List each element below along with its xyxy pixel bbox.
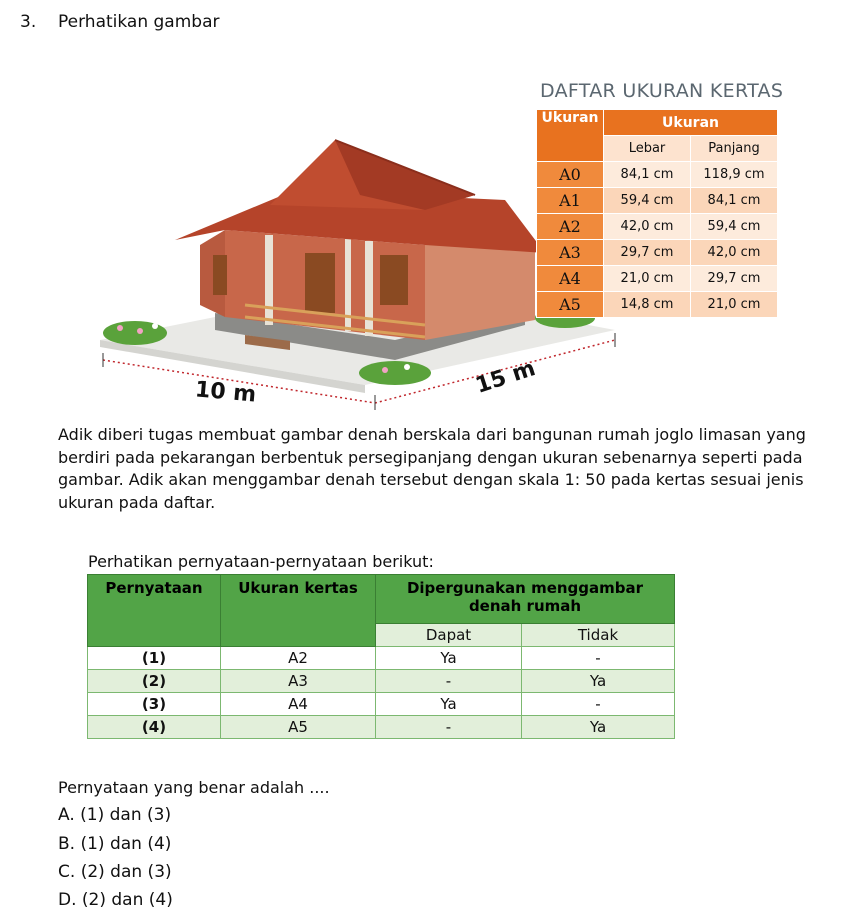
statement-id: (2) (88, 670, 221, 693)
paper-width: 21,0 cm (604, 266, 691, 292)
paper-length: 84,1 cm (691, 188, 778, 214)
statement-cannot: - (522, 647, 675, 670)
option-letter: A. (58, 805, 75, 825)
option-letter: B. (58, 834, 76, 854)
option-letter: C. (58, 862, 76, 882)
paper-width: 59,4 cm (604, 188, 691, 214)
dimension-label-long: 15 m (472, 356, 539, 399)
question-number: 3. (20, 12, 37, 32)
paper-width: 14,8 cm (604, 292, 691, 318)
answer-prompt: Pernyataan yang benar adalah .... (58, 778, 330, 797)
statement-can: Ya (376, 693, 522, 716)
col-width: Lebar (604, 136, 691, 162)
table-row (88, 716, 675, 739)
paper-width: 42,0 cm (604, 214, 691, 240)
header-cannot: Tidak (522, 624, 675, 647)
statement-paper: A4 (221, 693, 376, 716)
statement-can: - (376, 670, 522, 693)
statement-table (87, 574, 675, 739)
header-size: Ukuran (604, 110, 778, 136)
header-paper: Ukuran kertas (221, 575, 376, 647)
problem-paragraph: Adik diberi tugas membuat gambar denah berskala dari bangunan rumah joglo limasan yang berdiri pada pekarangan berbentuk persegipanjang dengan ukuran sebenarnya seperti pada gambar. Adik akan menggambar denah tersebut dengan skala 1: 50 pada kertas sesuai jenis ukuran pada daftar. (58, 425, 806, 512)
statement-paper: A2 (221, 647, 376, 670)
table-row (88, 693, 675, 716)
header-statement: Pernyataan (88, 575, 221, 647)
option-d[interactable] (58, 890, 173, 910)
paper-code: A0 (537, 162, 604, 188)
option-b[interactable] (58, 834, 171, 854)
paper-code: A3 (537, 240, 604, 266)
paper-size-table (536, 109, 778, 318)
statement-id: (4) (88, 716, 221, 739)
option-text: (1) dan (4) (80, 834, 172, 854)
header-can: Dapat (376, 624, 522, 647)
dimension-label-short: 10 m (194, 377, 258, 408)
table-row (537, 240, 778, 266)
paper-width: 29,7 cm (604, 240, 691, 266)
paper-code: A4 (537, 266, 604, 292)
statement-paper: A3 (221, 670, 376, 693)
statement-cannot: - (522, 693, 675, 716)
table-row (537, 266, 778, 292)
statement-paper: A5 (221, 716, 376, 739)
paper-length: 29,7 cm (691, 266, 778, 292)
paper-code: A1 (537, 188, 604, 214)
statement-id: (1) (88, 647, 221, 670)
option-a[interactable] (58, 805, 171, 825)
question-title: Perhatikan gambar (58, 12, 220, 32)
col-length: Panjang (691, 136, 778, 162)
option-text: (2) dan (3) (80, 862, 172, 882)
statement-can: Ya (376, 647, 522, 670)
statement-intro: Perhatikan pernyataan-pernyataan berikut: (88, 552, 434, 571)
table-row (537, 188, 778, 214)
paper-length: 118,9 cm (691, 162, 778, 188)
option-text: (1) dan (3) (80, 805, 172, 825)
table-row (88, 647, 675, 670)
table-row (537, 214, 778, 240)
paper-width: 84,1 cm (604, 162, 691, 188)
header-code: Ukuran (537, 110, 604, 162)
statement-cannot: Ya (522, 670, 675, 693)
paper-length: 59,4 cm (691, 214, 778, 240)
paper-length: 21,0 cm (691, 292, 778, 318)
paper-table-title: DAFTAR UKURAN KERTAS (540, 80, 784, 102)
table-row (88, 670, 675, 693)
option-letter: D. (58, 890, 77, 910)
paper-code: A2 (537, 214, 604, 240)
paper-code: A5 (537, 292, 604, 318)
option-c[interactable] (58, 862, 172, 882)
table-row (537, 162, 778, 188)
statement-can: - (376, 716, 522, 739)
header-used: Dipergunakan menggambar denah rumah (376, 575, 675, 624)
statement-cannot: Ya (522, 716, 675, 739)
table-row (537, 292, 778, 318)
paper-length: 42,0 cm (691, 240, 778, 266)
statement-id: (3) (88, 693, 221, 716)
option-text: (2) dan (4) (81, 890, 173, 910)
